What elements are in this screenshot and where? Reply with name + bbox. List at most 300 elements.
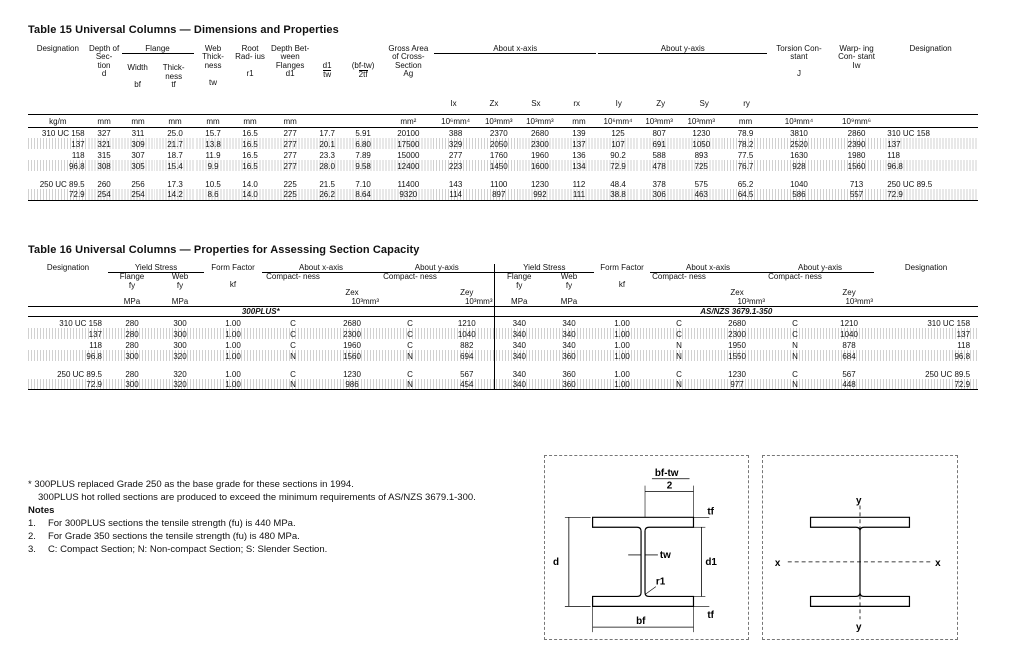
value-cell: 14.2: [155, 189, 194, 200]
value-cell: 2680: [728, 318, 746, 328]
grade-right: AS/NZS 3679.1-350: [494, 307, 978, 317]
value-cell: N: [650, 379, 708, 390]
value-cell: 897: [478, 189, 519, 200]
designation-cell: 96.8: [69, 161, 85, 171]
hdr-width: Width bf: [127, 63, 148, 90]
designation-cell: 118: [71, 150, 85, 160]
value-cell: 9.58: [355, 161, 371, 171]
value-cell: 277: [283, 128, 297, 138]
value-cell: 327: [97, 128, 111, 138]
value-cell: 1950: [728, 340, 746, 350]
value-cell: 807: [652, 128, 666, 138]
value-cell: 893: [694, 150, 708, 160]
value-cell: 3810: [790, 128, 808, 138]
designation-cell: 137: [887, 139, 901, 149]
value-cell: 9320: [384, 189, 433, 200]
hdr-web: Web Thick- ness tw: [202, 44, 224, 87]
value-cell: 143: [448, 179, 463, 189]
hdr-warping: Warp- ing Con- stant Iw: [838, 44, 875, 70]
t16-hdr-web-r: Web fy: [560, 272, 578, 290]
value-cell: 340: [562, 318, 576, 328]
value-cell: 17500: [397, 139, 420, 149]
value-cell: 139: [572, 128, 586, 138]
value-cell: 320: [173, 351, 187, 361]
value-cell: N: [792, 340, 798, 350]
value-cell: N: [290, 351, 296, 361]
t16-hdr-web-l: Web fy: [171, 272, 189, 290]
value-cell: 340: [494, 328, 544, 339]
value-cell: 1.00: [225, 351, 241, 361]
value-cell: 72.9: [610, 161, 626, 171]
value-cell: 1.00: [225, 329, 241, 339]
value-cell: 14.0: [232, 189, 269, 200]
designation-cell: 118: [957, 340, 971, 350]
row-gap: [28, 361, 978, 368]
t16-hdr-flange-r: Flange fy: [494, 273, 544, 297]
value-cell: 2680: [343, 318, 361, 328]
value-cell: 1.00: [614, 340, 630, 350]
designation-cell: 250 UC 89.5: [39, 179, 85, 189]
t15-unit-cell: 10³mm³: [519, 114, 560, 127]
value-cell: C: [676, 318, 682, 328]
table-row: [28, 317, 978, 328]
label-y-top: y: [856, 495, 862, 507]
table-row: [28, 339, 978, 350]
t15-unit-cell: 10³mm³: [639, 114, 680, 127]
value-cell: 1.00: [225, 340, 241, 350]
value-cell: 280: [125, 340, 139, 350]
value-cell: 14.0: [242, 179, 258, 189]
value-cell: 1.00: [594, 379, 650, 390]
value-cell: 65.2: [737, 179, 754, 189]
t16-hdr-yield-left: Yield Stress: [108, 264, 204, 273]
value-cell: 340: [494, 379, 544, 390]
value-cell: 277: [283, 150, 297, 160]
section-dimensions-diagram: [544, 455, 749, 640]
note-star-1: * 300PLUS replaced Grade 250 as the base grade for these sections in 1994.: [28, 479, 354, 490]
t15-unit-cell: kg/m: [28, 114, 88, 127]
value-cell: 329: [448, 139, 463, 149]
value-cell: 1100: [490, 179, 508, 189]
t16-hdr-abouty-right: About y-axis: [766, 264, 874, 273]
value-cell: 8.64: [343, 189, 384, 200]
value-cell: 300: [173, 340, 187, 350]
t15-unit-cell: mm: [121, 114, 156, 127]
value-cell: 16.5: [242, 150, 258, 160]
table-16-units-row: [28, 297, 978, 307]
value-cell: 986: [324, 379, 380, 390]
table-row: [28, 368, 978, 379]
value-cell: C: [407, 340, 413, 350]
t15-unit-cell: mm: [195, 114, 232, 127]
value-cell: 5.91: [355, 128, 371, 138]
value-cell: 340: [494, 317, 544, 328]
value-cell: 478: [652, 161, 666, 171]
table-15-header-row: [28, 44, 978, 114]
value-cell: C: [407, 318, 413, 328]
t15-unit-cell: mm: [560, 114, 597, 127]
value-cell: 15.4: [167, 161, 183, 171]
value-cell: 2680: [530, 128, 549, 138]
value-cell: 575: [694, 179, 708, 189]
t16-hdr-compact-xl: Compact- ness: [266, 272, 320, 282]
value-cell: 2860: [847, 128, 866, 138]
value-cell: 48.4: [610, 179, 626, 189]
value-cell: 77.5: [737, 150, 754, 160]
value-cell: 223: [448, 161, 463, 171]
t16-unit-blank: [204, 297, 262, 307]
value-cell: 20100: [397, 128, 420, 138]
designation-cell: 250 UC 89.5: [925, 369, 971, 379]
t16-hdr-aboutx-right: About x-axis: [650, 264, 766, 273]
value-cell: 1450: [489, 161, 508, 171]
value-cell: C: [407, 369, 413, 379]
value-cell: 1230: [530, 179, 549, 189]
t16-hdr-yield-right: Yield Stress: [494, 264, 594, 273]
value-cell: 300: [173, 318, 187, 328]
i-section-dimension-drawing: [545, 456, 748, 639]
t15-unit-cell: [883, 114, 978, 127]
value-cell: C: [290, 340, 296, 350]
t16-hdr-compact-yr: Compact- ness: [768, 272, 822, 282]
value-cell: 1550: [728, 351, 746, 361]
label-d: d: [553, 556, 560, 568]
value-cell: 15.7: [205, 128, 221, 138]
t16-hdr-designation: Designation: [46, 264, 90, 272]
t15-unit-cell: [312, 114, 343, 127]
value-cell: 1230: [692, 128, 711, 138]
value-cell: N: [407, 351, 413, 361]
table-16-grade-row: [28, 307, 978, 317]
designation-cell: 96.8: [954, 351, 971, 361]
value-cell: 107: [611, 139, 625, 149]
value-cell: C: [676, 329, 682, 339]
value-cell: 78.9: [737, 128, 754, 138]
value-cell: 320: [156, 379, 204, 390]
value-cell: 306: [639, 189, 680, 200]
value-cell: C: [290, 318, 296, 328]
value-cell: 18.7: [167, 150, 183, 160]
value-cell: 134: [572, 161, 586, 171]
value-cell: N: [792, 351, 798, 361]
value-cell: 340: [494, 350, 544, 361]
value-cell: C: [290, 329, 296, 339]
value-cell: 360: [562, 369, 576, 379]
label-r1: r1: [655, 576, 666, 588]
label-bf-tw: bf-tw: [654, 467, 679, 479]
designation-cell: 96.8: [86, 351, 102, 361]
designation-cell: 310 UC 158: [887, 128, 930, 138]
value-cell: 586: [768, 189, 830, 200]
t15-unit-cell: mm: [723, 114, 768, 127]
hdr-about-x: About x-axis Ix Zx Sx rx: [433, 44, 597, 114]
t16-hdr-aboutx-left: About x-axis: [262, 264, 380, 273]
t16-hdr-flange-l: Flange fy: [119, 272, 145, 290]
t15-unit-cell: 10⁶mm⁴: [433, 114, 478, 127]
value-cell: 691: [652, 139, 666, 149]
value-cell: 25.0: [167, 128, 183, 138]
hdr-flange: Flange Width bf Thick- ness tf: [121, 44, 195, 114]
hdr-depth: Depth of Sec- tion d: [88, 44, 120, 79]
value-cell: 300: [108, 379, 156, 390]
designation-cell: 137: [71, 139, 85, 149]
value-cell: 448: [824, 379, 874, 390]
value-cell: 1.00: [204, 379, 262, 390]
value-cell: 64.5: [723, 189, 768, 200]
value-cell: 1210: [457, 318, 476, 328]
t16-hdr-zex-l: Zex: [345, 287, 359, 297]
value-cell: 1.00: [225, 369, 241, 379]
value-cell: 1.00: [225, 318, 241, 328]
note-item: 2. For Grade 350 sections the tensile strength (fu) is 480 MPa.: [28, 531, 300, 542]
label-tf-bottom: tf: [707, 610, 714, 622]
value-cell: N: [766, 379, 824, 390]
value-cell: 1.00: [614, 329, 630, 339]
value-cell: 588: [652, 150, 666, 160]
value-cell: 320: [173, 369, 187, 379]
t15-unit-cell: 10³mm³: [680, 114, 723, 127]
value-cell: 1040: [457, 329, 476, 339]
label-x-right: x: [935, 557, 941, 569]
value-cell: 11400: [397, 179, 420, 189]
label-tw: tw: [659, 549, 671, 561]
t15-unit-cell: mm: [155, 114, 194, 127]
designation-cell: 310 UC 158: [927, 318, 971, 328]
value-cell: 300: [125, 351, 139, 361]
t16-hdr-zey-l: Zey: [460, 287, 474, 297]
table-15-title: Table 15 Universal Columns — Dimensions and Properties: [28, 24, 339, 36]
value-cell: 16.5: [242, 139, 258, 149]
value-cell: N: [380, 379, 440, 390]
value-cell: 137: [572, 139, 586, 149]
value-cell: 277: [448, 150, 463, 160]
label-tf-top: tf: [707, 506, 714, 518]
table-row: [28, 127, 978, 138]
value-cell: 977: [708, 379, 766, 390]
label-bf: bf: [636, 616, 646, 628]
note-item: 3. C: Compact Section; N: Non-compact Section; S: Slender Section.: [28, 544, 328, 555]
table-row: [28, 189, 978, 200]
value-cell: C: [676, 369, 682, 379]
table-16: [28, 264, 978, 390]
grade-left: 300PLUS*: [28, 307, 494, 317]
value-cell: 1040: [790, 179, 808, 189]
value-cell: C: [792, 369, 798, 379]
value-cell: 340: [562, 340, 576, 350]
t16-hdr-form-right: Form Factor kf: [600, 264, 644, 289]
value-cell: 2520: [790, 139, 808, 149]
value-cell: 1.00: [614, 318, 630, 328]
value-cell: C: [407, 329, 413, 339]
value-cell: 2050: [489, 139, 508, 149]
value-cell: 1050: [692, 139, 711, 149]
t16-unit-mpa: MPa: [494, 297, 544, 307]
value-cell: 277: [283, 161, 297, 171]
value-cell: 882: [460, 340, 474, 350]
value-cell: 1980: [847, 150, 866, 160]
label-two: 2: [666, 480, 673, 492]
label-y-bottom: y: [856, 622, 862, 634]
table-16-header-row-1: [28, 264, 978, 273]
t15-unit-cell: mm: [88, 114, 121, 127]
value-cell: 1.00: [614, 351, 630, 361]
designation-cell: 96.8: [887, 161, 903, 171]
value-cell: 17.3: [167, 179, 183, 189]
t16-hdr-compact-xr: Compact- ness: [652, 272, 706, 282]
value-cell: 311: [131, 128, 145, 138]
value-cell: 7.10: [355, 179, 371, 189]
value-cell: 378: [652, 179, 666, 189]
t16-unit-blank: [594, 297, 650, 307]
value-cell: 307: [131, 150, 145, 160]
t16-hdr-zex-r: Zex: [730, 287, 744, 297]
hdr-root: Root Rad- ius r1: [235, 44, 265, 79]
section-axes-diagram: [762, 455, 958, 640]
value-cell: 1.00: [614, 369, 630, 379]
value-cell: 20.1: [319, 139, 335, 149]
designation-cell: 137: [956, 329, 971, 339]
table-16-header-row-2: [28, 273, 978, 297]
value-cell: 2370: [489, 128, 508, 138]
t16-unit-mpa: MPa: [156, 297, 204, 307]
hdr-thick: Thick- ness tf: [162, 63, 185, 90]
table-16-body: [28, 317, 978, 390]
t16-unit-zx: 10³mm³: [650, 297, 766, 307]
t15-unit-cell: mm: [269, 114, 312, 127]
t16-unit-blank: [28, 297, 108, 307]
value-cell: 340: [562, 329, 576, 339]
designation-cell: 137: [88, 329, 102, 339]
value-cell: 321: [97, 139, 111, 149]
value-cell: 21.5: [319, 179, 335, 189]
hdr-between: Depth Bet- ween Flanges d1: [271, 44, 310, 79]
value-cell: N: [676, 340, 682, 350]
value-cell: 1560: [343, 351, 361, 361]
label-d1: d1: [705, 556, 717, 568]
notes-block: [28, 478, 548, 556]
value-cell: 28.0: [319, 161, 335, 171]
t15-unit-cell: 10³mm⁴: [768, 114, 830, 127]
value-cell: 567: [842, 369, 856, 379]
value-cell: 260: [97, 179, 111, 189]
t16-unit-zx: 10³mm³: [262, 297, 380, 307]
t15-unit-cell: mm: [232, 114, 269, 127]
value-cell: 254: [88, 189, 121, 200]
value-cell: C: [792, 329, 798, 339]
value-cell: 10.5: [205, 179, 221, 189]
hdr-torsion: Torsion Con- stant J: [776, 44, 822, 79]
value-cell: 125: [611, 128, 625, 138]
value-cell: 340: [494, 339, 544, 350]
t16-hdr-zey-r: Zey: [842, 287, 856, 297]
t16-hdr-compact-yl: Compact- ness: [383, 272, 437, 282]
value-cell: 684: [842, 351, 856, 361]
label-x-left: x: [774, 557, 781, 569]
value-cell: 1960: [343, 340, 361, 350]
value-cell: 878: [842, 340, 856, 350]
value-cell: 360: [544, 379, 594, 390]
designation-cell: 250 UC 89.5: [887, 179, 933, 189]
value-cell: 8.6: [195, 189, 232, 200]
table-row: [28, 178, 978, 189]
designation-cell: 250 UC 89.5: [57, 369, 102, 379]
t16-hdr-abouty-left: About y-axis: [380, 264, 494, 273]
value-cell: 26.2: [312, 189, 343, 200]
value-cell: 305: [131, 161, 145, 171]
designation-cell: 310 UC 158: [41, 128, 85, 138]
value-cell: 2300: [530, 139, 549, 149]
value-cell: 17.7: [319, 128, 335, 138]
table-row: [28, 379, 978, 390]
t15-unit-cell: 10³mm³: [478, 114, 519, 127]
designation-cell: 72.9: [874, 379, 978, 390]
value-cell: 16.5: [242, 128, 258, 138]
t15-unit-cell: mm²: [384, 114, 433, 127]
value-cell: 76.7: [737, 161, 754, 171]
value-cell: 78.2: [737, 139, 754, 149]
note-star-2: 300PLUS hot rolled sections are produced to exceed the minimum requirements of AS/NZS 3679.1-300.: [38, 492, 476, 503]
value-cell: 992: [519, 189, 560, 200]
value-cell: 1600: [530, 161, 549, 171]
value-cell: 454: [440, 379, 494, 390]
value-cell: 1630: [790, 150, 808, 160]
value-cell: 1230: [343, 369, 361, 379]
t16-unit-zy: 10³mm³: [766, 297, 874, 307]
value-cell: 90.2: [610, 150, 626, 160]
hdr-gross: Gross Area of Cross- Section Ag: [388, 44, 429, 79]
value-cell: 388: [448, 128, 463, 138]
value-cell: 280: [125, 329, 139, 339]
value-cell: 9.9: [207, 161, 219, 171]
value-cell: 7.89: [355, 150, 371, 160]
hdr-d1tw: d1 tw: [322, 60, 332, 80]
row-gap: [28, 171, 978, 178]
designation-cell: 72.9: [883, 189, 978, 200]
value-cell: N: [262, 379, 324, 390]
value-cell: 136: [572, 150, 586, 160]
value-cell: 256: [131, 179, 145, 189]
value-cell: 557: [830, 189, 883, 200]
value-cell: 1210: [840, 318, 858, 328]
table-15-body: [28, 127, 978, 200]
value-cell: 254: [121, 189, 156, 200]
designation-cell: 118: [887, 150, 901, 160]
value-cell: 300: [173, 329, 187, 339]
value-cell: 23.3: [319, 150, 335, 160]
t16-hdr-designation-2: Designation: [904, 264, 948, 272]
table-15: [28, 44, 978, 201]
value-cell: 21.7: [167, 139, 183, 149]
value-cell: 11.9: [205, 150, 221, 160]
value-cell: 1960: [530, 150, 549, 160]
value-cell: 13.8: [205, 139, 221, 149]
hdr-designation: Designation: [36, 44, 79, 53]
value-cell: 1040: [840, 329, 858, 339]
value-cell: 2300: [728, 329, 746, 339]
value-cell: 2390: [847, 139, 866, 149]
table-16-title: Table 16 Universal Columns — Properties for Assessing Section Capacity: [28, 244, 420, 256]
value-cell: 12400: [397, 161, 420, 171]
value-cell: 6.80: [355, 139, 371, 149]
value-cell: 225: [283, 179, 297, 189]
value-cell: 567: [460, 369, 474, 379]
notes-heading: Notes: [28, 505, 55, 516]
table-row: [28, 149, 978, 160]
t15-unit-cell: 10⁹mm⁶: [830, 114, 883, 127]
hdr-about-y: About y-axis Iy Zy Sy ry: [597, 44, 768, 114]
value-cell: 340: [494, 368, 544, 379]
t15-unit-cell: 10⁶mm⁴: [597, 114, 638, 127]
